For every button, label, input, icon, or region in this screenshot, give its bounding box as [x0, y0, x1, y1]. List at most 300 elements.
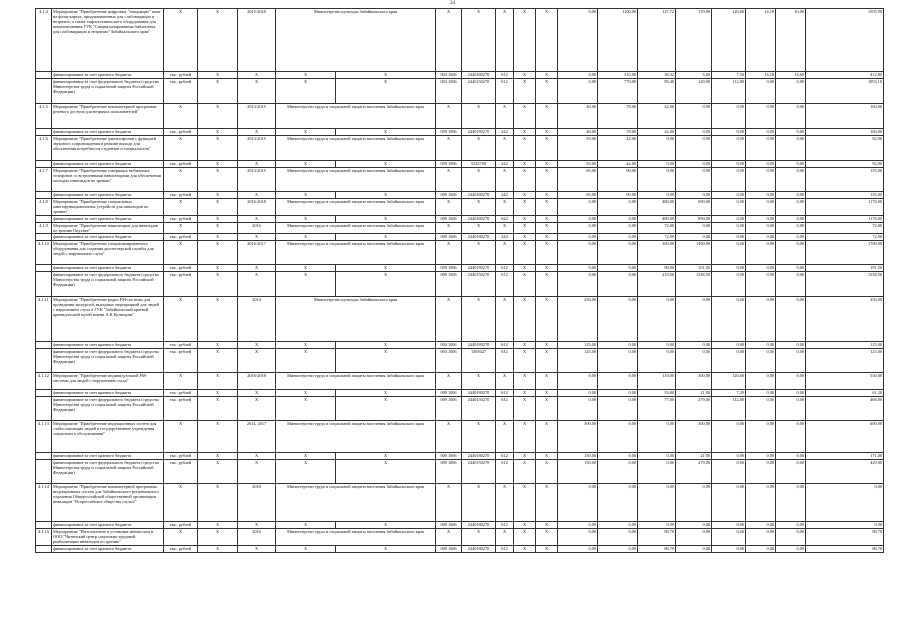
table-cell: 0,00	[746, 349, 776, 373]
table-cell: Х	[336, 265, 436, 272]
table-cell: тыс. рублей	[164, 390, 198, 397]
table-cell: Х	[198, 297, 238, 342]
table-cell: 0,00	[712, 460, 746, 484]
table-cell: Министерство культуры Забайкальского края	[276, 9, 436, 72]
table-cell: Х	[436, 136, 462, 161]
table-cell: 0,00	[712, 421, 746, 453]
table-cell: Х	[238, 234, 276, 241]
table-cell: 1170,00	[806, 199, 884, 216]
table-cell: 0,00	[712, 223, 746, 234]
table-cell: Х	[164, 484, 198, 522]
table-cell: 90,00	[598, 192, 638, 199]
table-cell: 2440150270	[462, 460, 496, 484]
table-cell: Х	[462, 529, 496, 546]
measure-row	[36, 223, 884, 234]
table-cell: 0,00	[776, 161, 806, 168]
table-cell: Х	[536, 297, 558, 342]
table-cell	[36, 453, 52, 460]
table-cell: 0,00	[712, 216, 746, 223]
funding-row	[36, 272, 884, 297]
table-cell: 0,00	[598, 216, 638, 223]
table-cell: Х	[536, 192, 558, 199]
table-cell	[36, 349, 52, 373]
table-cell: 125,00	[558, 349, 598, 373]
measure-row	[36, 241, 884, 265]
table-cell: Х	[496, 529, 514, 546]
table-cell: финансирование за счет федерального бюджета (средства Министерства труда и социальной защиты Российской Федерации)	[52, 397, 164, 421]
table-cell: Х	[536, 265, 558, 272]
table-cell: Министерство труда и социальной защиты населения Забайкальского края	[276, 484, 436, 522]
table-cell: 0,00	[776, 216, 806, 223]
table-cell: 612	[496, 265, 514, 272]
table-cell: 42,00	[598, 136, 638, 161]
table-cell: Х	[198, 79, 238, 104]
table-cell: 1348,50	[676, 272, 712, 297]
measure-row	[36, 136, 884, 161]
table-cell: Х	[462, 223, 496, 234]
table-cell: 0,00	[676, 129, 712, 136]
table-cell: Х	[198, 168, 238, 192]
table-cell: 480,00	[638, 216, 676, 223]
table-cell: Х	[536, 241, 558, 265]
table-cell: Х	[436, 529, 462, 546]
table-cell: тыс. рублей	[164, 342, 198, 349]
table-cell: 4.1.8	[36, 199, 52, 216]
table-cell: 2440180270	[462, 453, 496, 460]
table-cell: 2440150270	[462, 397, 496, 421]
table-cell: Х	[198, 522, 238, 529]
table-cell: Х	[336, 460, 436, 484]
table-cell: Х	[336, 522, 436, 529]
table-cell: Х	[276, 390, 336, 397]
table-cell: Х	[164, 297, 198, 342]
table-cell: 0,00	[676, 234, 712, 241]
table-cell: Х	[198, 265, 238, 272]
table-cell: 0,00	[746, 529, 776, 546]
table-cell: 009 1006	[436, 265, 462, 272]
table-cell: тыс. рублей	[164, 129, 198, 136]
table-cell: Министерство труда и социальной защиты населения Забайкальского края	[276, 529, 436, 546]
funding-row	[36, 216, 884, 223]
table-cell: 0,00	[676, 223, 712, 234]
table-cell: 0,00	[676, 104, 712, 129]
table-cell: 2440180270	[462, 390, 496, 397]
table-cell: Х	[198, 421, 238, 453]
table-cell: Х	[536, 223, 558, 234]
table-cell: Х	[496, 421, 514, 453]
table-cell: 210,00	[638, 272, 676, 297]
table-cell: 0,00	[776, 373, 806, 390]
table-cell: 0,00	[746, 397, 776, 421]
table-cell: финансирование за счет краевого бюджета	[52, 546, 164, 553]
table-cell: Мероприятие "Приобретение цифровых "говорящих" книг на флэш-картах, предназначенных для слабовидящих и незрячих, а также тифлотехнического оборудования для комплектования ГУК "Специализированная библиотека для слабовидящих и незрячих" Забайкальского края"	[52, 9, 164, 72]
table-cell: Х	[462, 373, 496, 390]
table-cell: 0,00	[712, 484, 746, 522]
table-cell: Х	[238, 79, 276, 104]
table-cell: 90,00	[638, 265, 676, 272]
table-cell: 004 1006	[436, 72, 462, 79]
table-cell: 0,00	[638, 192, 676, 199]
table-cell: 2014-2015	[238, 168, 276, 192]
table-cell: Мероприятие "Изготовление и установка мнемосхем в ООО "Читинский центр социально-трудовой реабилитации инвалидов по зрению"	[52, 529, 164, 546]
funding-row	[36, 129, 884, 136]
table-cell: 612	[496, 460, 514, 484]
table-cell: 612	[496, 453, 514, 460]
table-cell: Х	[164, 199, 198, 216]
funding-row	[36, 397, 884, 421]
table-cell: 14,60	[776, 72, 806, 79]
table-cell: 191,50	[806, 265, 884, 272]
table-cell: 0,00	[746, 453, 776, 460]
table-cell: Х	[514, 390, 536, 397]
table-cell: Министерство труда и социальной защиты населения Забайкальского края	[276, 199, 436, 216]
table-cell: 480,00	[638, 199, 676, 216]
table-cell: 1490,00	[676, 241, 712, 265]
table-cell: 1790,00	[806, 241, 884, 265]
table-cell: Х	[238, 460, 276, 484]
table-cell: 0,00	[598, 272, 638, 297]
table-cell: Х	[536, 168, 558, 192]
measure-row	[36, 421, 884, 453]
funding-row	[36, 72, 884, 79]
table-cell: 0,00	[638, 297, 676, 342]
table-cell: Х	[514, 168, 536, 192]
table-cell: 2440180270	[462, 234, 496, 241]
table-cell: 80,70	[638, 546, 676, 553]
table-cell: 0,00	[776, 272, 806, 297]
table-cell: Х	[198, 484, 238, 522]
table-cell: Х	[462, 9, 496, 72]
table-cell: 612	[496, 522, 514, 529]
table-cell: 72,00	[806, 223, 884, 234]
table-cell: Х	[536, 460, 558, 484]
table-cell: Х	[536, 161, 558, 168]
table-cell: Х	[462, 484, 496, 522]
table-cell: 0,00	[598, 297, 638, 342]
table-cell: Х	[336, 272, 436, 297]
table-cell: 429,00	[806, 460, 884, 484]
table-cell: 50,00	[558, 136, 598, 161]
table-cell: 0,00	[558, 216, 598, 223]
table-cell: 127,72	[638, 9, 676, 72]
table-cell: 14,18	[746, 72, 776, 79]
table-cell: Х	[514, 460, 536, 484]
table-cell: 0,00	[746, 297, 776, 342]
table-cell: 0,00	[676, 522, 712, 529]
table-cell: Х	[496, 104, 514, 129]
table-cell: Х	[164, 223, 198, 234]
table-cell: Х	[276, 272, 336, 297]
table-cell: 2440180270	[462, 342, 496, 349]
table-cell: Х	[238, 390, 276, 397]
table-cell: 612	[496, 72, 514, 79]
table-cell: 50,00	[558, 161, 598, 168]
table-cell: Х	[276, 397, 336, 421]
table-cell: Х	[198, 453, 238, 460]
table-cell: 61,20	[806, 390, 884, 397]
table-cell: 0,00	[676, 342, 712, 349]
table-cell: 92,00	[806, 136, 884, 161]
table-cell: Х	[514, 342, 536, 349]
table-cell: Х	[514, 421, 536, 453]
table-cell: Х	[514, 397, 536, 421]
table-cell: Мероприятие "Приобретение специализированного оборудования для создания диспетчерской службы для людей с нарушением слуха"	[52, 241, 164, 265]
table-cell: Х	[496, 297, 514, 342]
table-cell: 21,00	[676, 390, 712, 397]
table-cell: 2016-2018	[238, 199, 276, 216]
table-cell: 242	[496, 129, 514, 136]
table-cell: 0,00	[558, 484, 598, 522]
table-cell: 0,00	[712, 136, 746, 161]
funding-row	[36, 79, 884, 104]
table-cell: 0,00	[558, 390, 598, 397]
table-cell: Мероприятие "Приобретение дактилофонов с функцией звукового сопровождения в режиме выхода для обеспечения потребности студентов и специалистов"	[52, 136, 164, 161]
table-cell: Х	[514, 484, 536, 522]
table-cell	[36, 522, 52, 529]
table-cell: Х	[514, 546, 536, 553]
table-cell: 65,00	[558, 192, 598, 199]
program-table	[35, 8, 882, 553]
measure-row	[36, 168, 884, 192]
table-cell: 009 1006	[436, 546, 462, 553]
table-cell: Х	[496, 484, 514, 522]
table-cell: 009 1006	[436, 272, 462, 297]
table-cell: Х	[164, 529, 198, 546]
table-cell	[36, 272, 52, 297]
table-cell: 0,00	[558, 234, 598, 241]
table-cell: Х	[436, 373, 462, 390]
table-cell: Х	[238, 265, 276, 272]
table-cell: 0,00	[638, 161, 676, 168]
table-cell: 2440180270	[462, 129, 496, 136]
table-cell: Х	[496, 223, 514, 234]
table-cell: Х	[536, 453, 558, 460]
measure-row	[36, 199, 884, 216]
table-cell: 0,00	[558, 241, 598, 265]
table-cell: 72,00	[638, 223, 676, 234]
table-cell: финансирование за счет краевого бюджета	[52, 216, 164, 223]
table-cell: Х	[164, 373, 198, 390]
table-cell: 009 1006	[436, 161, 462, 168]
table-cell: Х	[514, 161, 536, 168]
table-cell: 612	[496, 390, 514, 397]
table-cell: 92,00	[806, 161, 884, 168]
table-cell: 2440180270	[462, 216, 496, 223]
table-cell: 0,00	[776, 297, 806, 342]
table-cell: 0,00	[776, 460, 806, 484]
table-cell: 1505027	[462, 349, 496, 373]
table-cell: 0,00	[598, 349, 638, 373]
table-cell: 0,00	[776, 484, 806, 522]
table-cell: Х	[536, 136, 558, 161]
table-cell: Х	[276, 265, 336, 272]
funding-row	[36, 234, 884, 241]
table-cell: Мероприятие "Приобретение навигаторов для инвалидов по зрению Onyxbee"	[52, 223, 164, 234]
table-cell: 5222700	[462, 161, 496, 168]
table-cell: 0,00	[712, 104, 746, 129]
table-cell: тыс. рублей	[164, 265, 198, 272]
table-cell: 0,00	[598, 453, 638, 460]
table-cell: 0,00	[776, 522, 806, 529]
table-cell: 4.1.15	[36, 529, 52, 546]
table-cell: Х	[462, 104, 496, 129]
table-cell: 0,00	[598, 199, 638, 216]
table-cell: 009 1006	[436, 453, 462, 460]
table-cell: 468,80	[806, 397, 884, 421]
table-cell: 80,70	[638, 529, 676, 546]
table-cell: 0,00	[746, 421, 776, 453]
table-cell: тыс. рублей	[164, 460, 198, 484]
table-cell	[36, 390, 52, 397]
table-cell: 2440150270	[462, 79, 496, 104]
table-cell: 150,00	[558, 460, 598, 484]
table-cell	[36, 192, 52, 199]
table-cell: 2014-2015	[238, 136, 276, 161]
table-cell: Х	[496, 9, 514, 72]
table-cell: 0,00	[776, 453, 806, 460]
table-cell: 0,00	[712, 168, 746, 192]
table-cell: 4.1.14	[36, 484, 52, 522]
table-cell: 0,00	[776, 136, 806, 161]
table-cell: 0,00	[746, 241, 776, 265]
table-cell: 250,00	[558, 297, 598, 342]
table-cell: 14,18	[746, 9, 776, 72]
table-cell: Х	[536, 421, 558, 453]
table-cell: тыс. рублей	[164, 234, 198, 241]
table-cell: Х	[336, 453, 436, 460]
table-cell: Х	[536, 72, 558, 79]
table-cell: 2440180270	[462, 192, 496, 199]
table-cell: Х	[436, 484, 462, 522]
table-cell: 0,00	[712, 342, 746, 349]
measure-row	[36, 104, 884, 129]
funding-row	[36, 460, 884, 484]
table-cell: Х	[462, 136, 496, 161]
table-cell: Х	[514, 199, 536, 216]
table-cell: Министерство труда и социальной защиты населения Забайкальского края	[276, 421, 436, 453]
table-cell: 0,00	[598, 241, 638, 265]
table-cell: Х	[198, 397, 238, 421]
table-cell: Мероприятие "Приобретение компьютерной программы речевого доступа для незрячих пользователей"	[52, 104, 164, 129]
table-cell: Х	[276, 216, 336, 223]
table-cell: Х	[238, 349, 276, 373]
table-cell: Х	[198, 199, 238, 216]
table-cell: Х	[276, 522, 336, 529]
table-cell: Мероприятие "Приобретение специальных многофункциональных устройств для инвалидов по зрению"	[52, 199, 164, 216]
table-cell: 0,00	[746, 79, 776, 104]
table-cell: 0,00	[776, 342, 806, 349]
table-cell: Мероприятие "Приобретение компьютерной программы, индукционных систем для Забайкальского регионального отделения Общероссийской общественной организации инвалидов "Всероссийское общество глухих"	[52, 484, 164, 522]
table-cell: 2016-2018	[238, 373, 276, 390]
table-cell: 242	[496, 161, 514, 168]
table-cell: Х	[164, 168, 198, 192]
table-cell: Х	[336, 546, 436, 553]
table-cell: 279,00	[676, 397, 712, 421]
table-cell: 0,00	[776, 199, 806, 216]
table-cell: 72,00	[806, 234, 884, 241]
table-cell: 171,00	[806, 453, 884, 460]
table-cell: 0,00	[558, 373, 598, 390]
table-cell: 0,00	[712, 522, 746, 529]
table-cell: 4.1.12	[36, 373, 52, 390]
table-cell: 0,00	[598, 460, 638, 484]
table-cell: Х	[536, 484, 558, 522]
table-cell: тыс. рублей	[164, 397, 198, 421]
table-cell: Х	[198, 216, 238, 223]
table-cell: 300,00	[558, 421, 598, 453]
table-cell: финансирование за счет краевого бюджета	[52, 342, 164, 349]
table-cell: 2016-2017	[238, 241, 276, 265]
table-cell: Х	[336, 342, 436, 349]
table-cell: финансирование за счет краевого бюджета	[52, 453, 164, 460]
table-cell: 0,00	[712, 453, 746, 460]
table-cell: 0,00	[638, 349, 676, 373]
table-cell: Х	[276, 453, 336, 460]
table-cell: 65,00	[558, 168, 598, 192]
table-cell: Х	[164, 9, 198, 72]
table-cell: 0,00	[638, 460, 676, 484]
table-cell: 170,00	[676, 9, 712, 72]
table-cell: 0,00	[558, 529, 598, 546]
table-cell: 004 1006	[436, 342, 462, 349]
table-cell: 0,00	[712, 161, 746, 168]
table-cell: 0,00	[598, 373, 638, 390]
table-cell: Х	[514, 136, 536, 161]
table-cell: 004 1006	[436, 79, 462, 104]
table-cell	[36, 265, 52, 272]
funding-row	[36, 522, 884, 529]
table-cell: 4.1.6	[36, 136, 52, 161]
table-cell: 300,00	[676, 421, 712, 453]
table-cell: финансирование за счет федерального бюджета (средства Министерства труда и социальной защиты Российской Федерации)	[52, 460, 164, 484]
table-cell: 0,00	[598, 546, 638, 553]
table-cell: 0,00	[598, 223, 638, 234]
table-cell: 0,00	[746, 129, 776, 136]
table-cell: 72,00	[638, 234, 676, 241]
table-cell: 0,00	[558, 265, 598, 272]
table-cell: 42,00	[638, 129, 676, 136]
table-cell: Х	[336, 216, 436, 223]
table-cell	[36, 546, 52, 553]
table-cell: Х	[514, 349, 536, 373]
table-cell: 4.1.4	[36, 9, 52, 72]
table-cell: Министерство труда и социальной защиты населения Забайкальского края	[276, 136, 436, 161]
table-cell: Х	[514, 272, 536, 297]
table-cell: Мероприятие "Приобретение радио FM-системы для проведения экскурсий, выездных мероприятий для людей с нарушением слуха в ГУК "Забайкальский краевой краеведческий музей имени А.К.Кузнецова"	[52, 297, 164, 342]
funding-row	[36, 390, 884, 397]
table-cell: 2018	[238, 484, 276, 522]
table-cell: финансирование за счет краевого бюджета	[52, 129, 164, 136]
table-cell: 0,00	[776, 390, 806, 397]
table-cell: 155,00	[806, 168, 884, 192]
table-cell: Х	[198, 529, 238, 546]
table-cell: Х	[436, 421, 462, 453]
table-cell: 0,00	[598, 484, 638, 522]
funding-row	[36, 453, 884, 460]
table-cell: Х	[536, 216, 558, 223]
table-cell: 0,00	[638, 522, 676, 529]
table-cell: 0,00	[638, 453, 676, 460]
table-cell: 0,00	[638, 342, 676, 349]
table-cell: Х	[496, 136, 514, 161]
table-cell: Х	[514, 453, 536, 460]
table-cell: Х	[336, 349, 436, 373]
table-cell: 2440180270	[462, 522, 496, 529]
table-cell: Х	[536, 129, 558, 136]
table-cell: 89,40	[638, 79, 676, 104]
table-cell: Х	[198, 460, 238, 484]
table-cell: 90,00	[598, 168, 638, 192]
